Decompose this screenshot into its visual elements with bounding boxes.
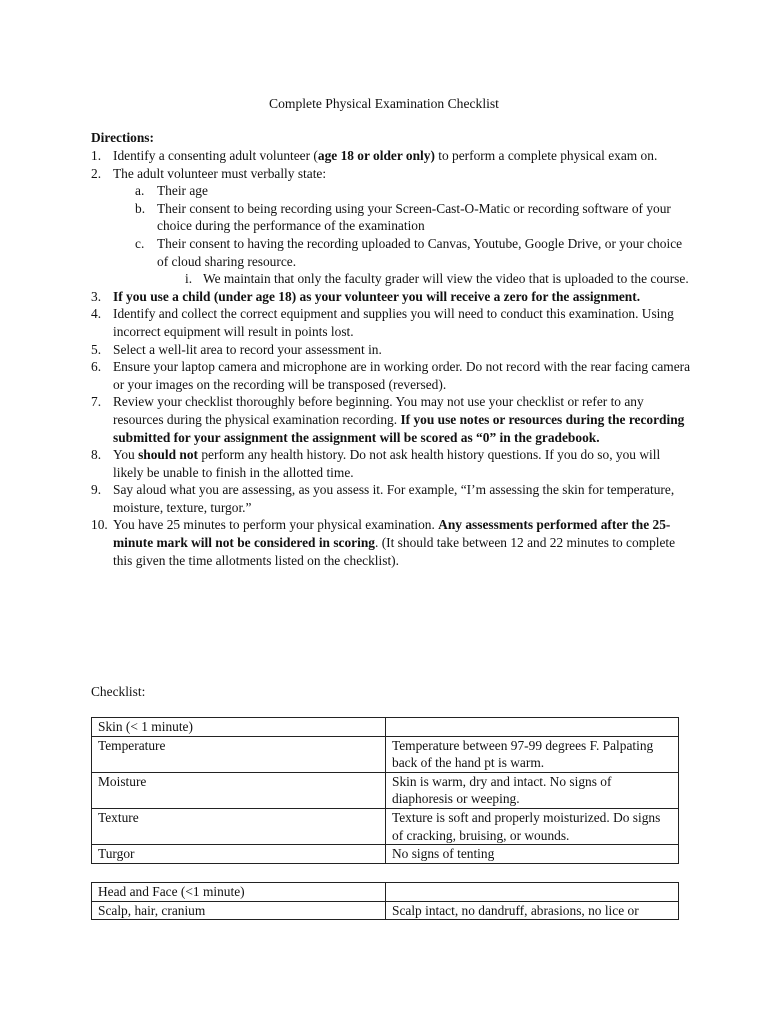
item-text: Their consent to being recording using your Screen-Cast-O-Matic or recording software of your choice during the performance of the examination	[157, 200, 671, 234]
list-item	[91, 481, 691, 516]
list-item	[91, 516, 691, 569]
list-item	[91, 165, 691, 183]
item-text: Their consent to having the recording uploaded to Canvas, Youtube, Google Drive, or your choice of cloud sharing resource.	[157, 235, 683, 269]
item-text: You	[113, 447, 139, 463]
sub-sub-list-item	[91, 270, 691, 288]
item-number: 1.	[91, 148, 102, 163]
item-text: Their age	[157, 183, 208, 199]
list-item	[91, 393, 691, 446]
item-number: 3.	[91, 288, 102, 304]
item-bold-text: If you use a child (under age 18) as your volunteer you will receive a zero for the assignment.	[113, 288, 641, 304]
item-text: Identify a consenting adult volunteer (	[113, 148, 318, 163]
table-row	[92, 736, 679, 772]
table-row	[92, 772, 679, 808]
item-text: perform any health history. Do not ask health history questions. If you do so, you will likely be unable to finish in the allotted time.	[113, 447, 661, 480]
list-item	[91, 341, 691, 359]
item-number: 4.	[91, 306, 102, 322]
item-number: 9.	[91, 482, 102, 498]
directions-heading: Directions:	[91, 130, 154, 145]
item-text: to perform a complete physical exam on.	[434, 148, 658, 163]
table-header-row	[92, 883, 679, 902]
item-number: 5.	[91, 341, 102, 357]
table-row	[92, 901, 679, 920]
table-cell: Head and Face (<1 minute)	[92, 883, 386, 902]
item-letter: b.	[135, 200, 146, 216]
table-cell	[386, 718, 679, 737]
table-cell: Turgor	[92, 845, 386, 864]
item-number: 7.	[91, 394, 102, 410]
item-roman: i.	[185, 271, 193, 287]
item-number: 2.	[91, 165, 102, 181]
sub-list-item	[91, 200, 691, 235]
item-letter: c.	[135, 235, 145, 251]
item-text: . (It should take between 12 and 22 minutes to complete this given the time allotments listed on the checklist).	[113, 535, 676, 568]
item-text: Say aloud what you are assessing, as you assess it. For example, “I’m assessing the skin for temperature, moisture, texture, turgor.”	[113, 482, 675, 515]
table-cell: Temperature between 97-99 degrees F. Palpating back of the hand pt is warm.	[386, 736, 679, 772]
item-text: Review your checklist thoroughly before beginning. You may not use your checklist or refer to any resources during the physical examination recording.	[113, 394, 644, 427]
table-cell: Scalp, hair, cranium	[92, 901, 386, 920]
table-cell: Texture is soft and properly moisturized. Do signs of cracking, bruising, or wounds.	[386, 808, 679, 844]
list-item	[91, 147, 691, 165]
skin-checklist-table	[91, 717, 679, 864]
item-text: Select a well-lit area to record your assessment in.	[113, 341, 382, 357]
table-cell: Temperature	[92, 736, 386, 772]
list-item	[91, 288, 691, 306]
item-number: 8.	[91, 447, 102, 463]
table-row	[92, 845, 679, 864]
item-bold-text: If you use notes or resources during the recording submitted for your assignment the assignment will be scored as “0” in the gradebook.	[113, 411, 685, 445]
sub-list-item	[91, 235, 691, 270]
item-text: We maintain that only the faculty grader will view the video that is uploaded to the course.	[203, 271, 689, 287]
item-letter: a.	[135, 183, 145, 199]
list-item	[91, 305, 691, 340]
table-cell: Skin (< 1 minute)	[92, 718, 386, 737]
item-number: 6.	[91, 359, 102, 375]
directions-list	[91, 147, 691, 569]
table-header-row	[92, 718, 679, 737]
item-text: The adult volunteer must verbally state:	[113, 165, 327, 181]
item-text: You have 25 minutes to perform your physical examination.	[113, 517, 439, 533]
item-bold-text: should not	[138, 447, 198, 463]
checklist-heading: Checklist:	[91, 684, 146, 699]
table-row	[92, 808, 679, 844]
table-cell: Texture	[92, 808, 386, 844]
item-text: Ensure your laptop camera and microphone are in working order. Do not record with the rear facing camera or your images on the recording will be transposed (reversed).	[113, 359, 691, 392]
table-cell: Moisture	[92, 772, 386, 808]
item-bold-text: age 18 or older only)	[317, 148, 435, 163]
table-cell: Skin is warm, dry and intact. No signs of diaphoresis or weeping.	[386, 772, 679, 808]
list-item	[91, 446, 691, 481]
item-bold-text: Any assessments performed after the 25-minute mark will not be considered in scoring	[113, 517, 671, 551]
sub-list-item	[91, 182, 691, 200]
item-text: Identify and collect the correct equipment and supplies you will need to conduct this examination. Using incorrect equipment will result in points lost.	[113, 306, 674, 339]
head-face-checklist-table	[91, 882, 679, 920]
table-cell	[386, 883, 679, 902]
table-cell: Scalp intact, no dandruff, abrasions, no lice or	[386, 901, 679, 920]
item-number: 10.	[91, 517, 108, 533]
list-item	[91, 358, 691, 393]
page-title: Complete Physical Examination Checklist	[269, 96, 499, 111]
table-cell: No signs of tenting	[386, 845, 679, 864]
